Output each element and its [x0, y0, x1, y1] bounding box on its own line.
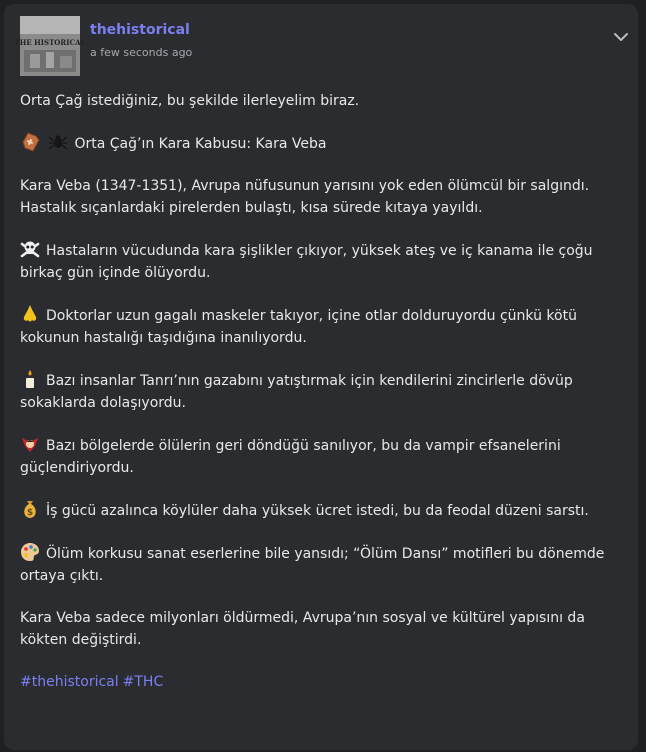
list-item-text: Ölüm korkusu sanat eserlerine bile yansıdı; “Ölüm Dansı” motifleri bu dönemde ortaya çıktı. — [20, 546, 605, 584]
post-card — [4, 4, 638, 750]
skull-crossbones-icon — [20, 239, 40, 259]
intro-text: Orta Çağ istediğiniz, bu şekilde ilerleyelim biraz. — [20, 93, 360, 109]
vampire-icon — [20, 434, 40, 454]
hashtag-link[interactable]: #thehistorical — [20, 674, 119, 690]
post-content — [20, 90, 626, 713]
list-item — [20, 434, 626, 479]
list-item-text: Bazı insanlar Tanrı’nın gazabını yatıştırmak için kendilerini zincirlerle dövüp sokaklarda dolaşıyordu. — [20, 373, 573, 411]
nose-icon — [20, 304, 40, 324]
chevron-down-icon[interactable] — [610, 26, 632, 48]
spider-icon — [48, 132, 68, 152]
list-item — [20, 369, 626, 414]
avatar[interactable] — [14, 16, 86, 76]
list-item — [20, 239, 626, 284]
author-name[interactable]: thehistorical — [90, 22, 190, 38]
post-header — [14, 16, 620, 80]
post-title — [20, 132, 626, 155]
conclusion-text: Kara Veba sadece milyonları öldürmedi, Avrupa’nın sosyal ve kültürel yapısını da kökten değiştirdi. — [20, 610, 585, 648]
summary-text: Kara Veba (1347-1351), Avrupa nüfusunun yarısını yok eden ölümcül bir salgındı. Hastalık sıçanlardaki pirelerden bulaştı, kısa sürede kıtaya yayıldı. — [20, 178, 590, 216]
avatar-logo-text: THE HISTORICAL — [14, 38, 86, 47]
coffin-icon — [20, 132, 42, 152]
candle-icon — [20, 369, 40, 389]
list-item-text: İş gücü azalınca köylüler daha yüksek ücret istedi, bu da feodal düzeni sarstı. — [46, 503, 589, 519]
hashtag-link[interactable]: #THC — [122, 674, 164, 690]
palette-icon — [20, 542, 40, 562]
post-timestamp: a few seconds ago — [90, 46, 193, 59]
list-item — [20, 542, 626, 587]
hashtags — [20, 671, 626, 693]
svg-text:$: $ — [26, 508, 34, 518]
list-item-text: Doktorlar uzun gagalı maskeler takıyor, içine otlar dolduruyordu çünkü kötü kokunun hastalığı taşıdığına inanılıyordu. — [20, 308, 577, 346]
list-item — [20, 304, 626, 349]
title-text: Orta Çağ’ın Kara Kabusu: Kara Veba — [74, 136, 327, 152]
list-item — [20, 499, 626, 522]
list-item-text: Hastaların vücudunda kara şişlikler çıkıyor, yüksek ateş ve iç kanama ile çoğu birkaç gün içinde ölüyordu. — [20, 243, 593, 281]
money-bag-icon — [20, 499, 40, 519]
list-item-text: Bazı bölgelerde ölülerin geri döndüğü sanılıyor, bu da vampir efsanelerini güçlendiriyordu. — [20, 438, 561, 476]
